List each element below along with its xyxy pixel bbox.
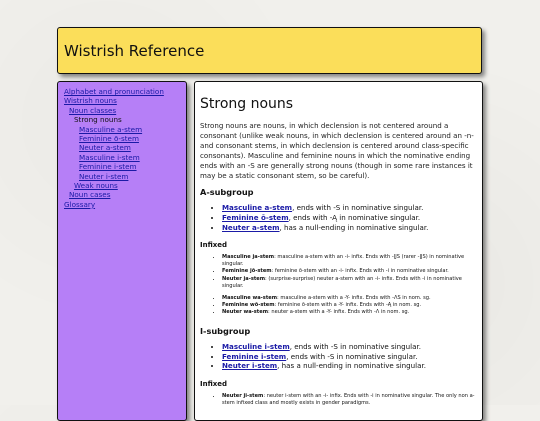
neuter-i-stem-link[interactable]: Neuter i-stem <box>222 361 278 371</box>
a-subgroup-heading: A-subgroup <box>200 187 254 198</box>
a-infixed-heading: Infixed <box>200 241 228 250</box>
neuter-a-stem-link[interactable]: Neuter a-stem <box>222 222 280 232</box>
list-item-text: , has a null-ending in nominative singular. <box>279 222 429 232</box>
sidebar-item-strong-nouns <box>64 115 186 124</box>
site-header <box>57 27 482 74</box>
sidebar-item-noun-cases[interactable] <box>64 190 186 199</box>
list-item-text: : neuter i-stem with an -i- infix. Ends with -i in nominative singular. The only non a-stem infixed class and mostly exists in gender paradigms. <box>222 392 475 406</box>
list-item <box>222 213 476 223</box>
sidebar-item-masculine-i-stem[interactable] <box>64 153 186 162</box>
list-item <box>222 223 476 233</box>
sidebar-item-feminine-stem[interactable] <box>64 134 186 143</box>
list-item-text: , ends with -S in nominative singular. <box>292 203 424 213</box>
sidebar-item-neuter-a-stem[interactable] <box>64 143 186 152</box>
list-item-text: , has a null-ending in nominative singular. <box>277 361 427 371</box>
list-item-text: : neuter a-stem with a -Y- infix. Ends with -Ʌ in nom. sg. <box>268 308 410 315</box>
list-item <box>222 254 476 268</box>
list-item <box>222 268 476 275</box>
list-item-text: : masculine a-stem with a -Y- infix. Ends with -ɅS in nom. sg. <box>277 294 431 301</box>
stem-name: Neuter ji-stem <box>222 392 264 399</box>
stem-name: Neuter wa-stem <box>222 308 269 315</box>
sidebar-item-wistrish-nouns[interactable] <box>64 96 186 105</box>
sidebar-item-masculine-a-stem[interactable] <box>64 125 186 134</box>
sidebar-item-label[interactable]: Masculine a-stem <box>79 124 143 134</box>
sidebar-item-label[interactable]: Neuter a-stem <box>79 143 131 153</box>
sidebar-item-label[interactable]: Noun cases <box>69 190 111 200</box>
sidebar-item-label[interactable]: Wistrish nouns <box>64 96 117 106</box>
page-title: Strong nouns <box>200 96 294 112</box>
stem-name: Neuter ja-stem <box>222 275 266 282</box>
sidebar-item-label[interactable]: Feminine i-stem <box>79 162 137 172</box>
sidebar-item-label[interactable]: Weak nouns <box>74 181 118 191</box>
list-item-text: , ends with -S in nominative singular. <box>286 351 418 361</box>
list-item <box>222 302 476 309</box>
sidebar-item-weak-nouns[interactable] <box>64 181 186 190</box>
masculine-i-stem-link[interactable]: Masculine i-stem <box>222 341 290 351</box>
i-infixed-heading: Infixed <box>200 379 228 388</box>
a-infixed-list-2 <box>200 295 476 316</box>
sidebar-item-label[interactable]: Alphabet and pronunciation <box>64 87 164 96</box>
list-item <box>222 342 476 352</box>
sidebar-item-label[interactable]: Noun classes <box>69 105 117 115</box>
stem-name: Feminine wō-stem <box>222 301 275 308</box>
sidebar-item-label: Strong nouns <box>74 115 122 125</box>
stem-name: Masculine wa-stem <box>222 294 278 301</box>
stem-name: Masculine ja-stem <box>222 254 275 261</box>
masculine-a-stem-link[interactable]: Masculine a-stem <box>222 203 293 213</box>
i-subgroup-heading: I-subgroup <box>200 325 251 336</box>
i-subgroup-list <box>200 342 476 371</box>
list-item <box>222 361 476 371</box>
feminine-stem-link[interactable]: Feminine ō-stem <box>222 213 289 223</box>
stem-name: Feminine jō-stem <box>222 268 272 275</box>
site-title: Wistrish Reference <box>64 42 205 60</box>
sidebar-item-neuter-i-stem[interactable] <box>64 172 186 181</box>
list-item <box>222 309 476 316</box>
sidebar-item-label[interactable]: Neuter i-stem <box>79 171 129 181</box>
list-item-text: : feminine ō-stem with an -i- infix. Ends with -i in nominative singular. <box>271 268 449 275</box>
sidebar-nav <box>57 81 187 421</box>
sidebar-nav-list <box>64 87 186 209</box>
list-item-text: : feminine ō-stem with a -Y- infix. Ends with -Ą in nom. sg. <box>274 301 422 308</box>
sidebar-item-noun-classes[interactable] <box>64 106 186 115</box>
main-content <box>194 81 483 421</box>
list-item-text: , ends with -Ą in nominative singular. <box>288 213 421 223</box>
intro-paragraph: Strong nouns are nouns, in which declension is not centered around a consonant (unlike weak nouns, in which declension is centered around an -n- and consonant stems, in which declension is centered around class-specific consonants). Masculine and feminine nouns in which the nominative ending ends with an -S are generally strong nouns (though in some rare instances it may be a static consonant stem, so be careful). <box>200 121 474 180</box>
sidebar-item-alphabet-and-pronunciation[interactable] <box>64 87 186 96</box>
sidebar-item-feminine-i-stem[interactable] <box>64 162 186 171</box>
list-item <box>222 295 476 302</box>
sidebar-item-label[interactable]: Glossary <box>64 199 96 209</box>
sidebar-item-label[interactable]: Masculine i-stem <box>79 152 140 162</box>
list-item-text: : masculine a-stem with an -i- infix. Ends with -ĮJS (rarer -ĮJS) in nominative singular. <box>222 254 465 268</box>
feminine-i-stem-link[interactable]: Feminine i-stem <box>222 351 287 361</box>
list-item-text: : (surprise-surprise) neuter a-stem with an -i- infix. Ends with -i in nominative singular. <box>222 275 462 289</box>
sidebar-item-glossary[interactable] <box>64 200 186 209</box>
a-infixed-list-1 <box>200 254 476 289</box>
a-subgroup-list <box>200 203 476 232</box>
list-item <box>222 276 476 290</box>
list-item-text: , ends with -S in nominative singular. <box>289 341 422 351</box>
list-item <box>222 203 476 213</box>
list-item <box>222 352 476 362</box>
sidebar-item-label[interactable]: Feminine ō-stem <box>79 134 139 144</box>
